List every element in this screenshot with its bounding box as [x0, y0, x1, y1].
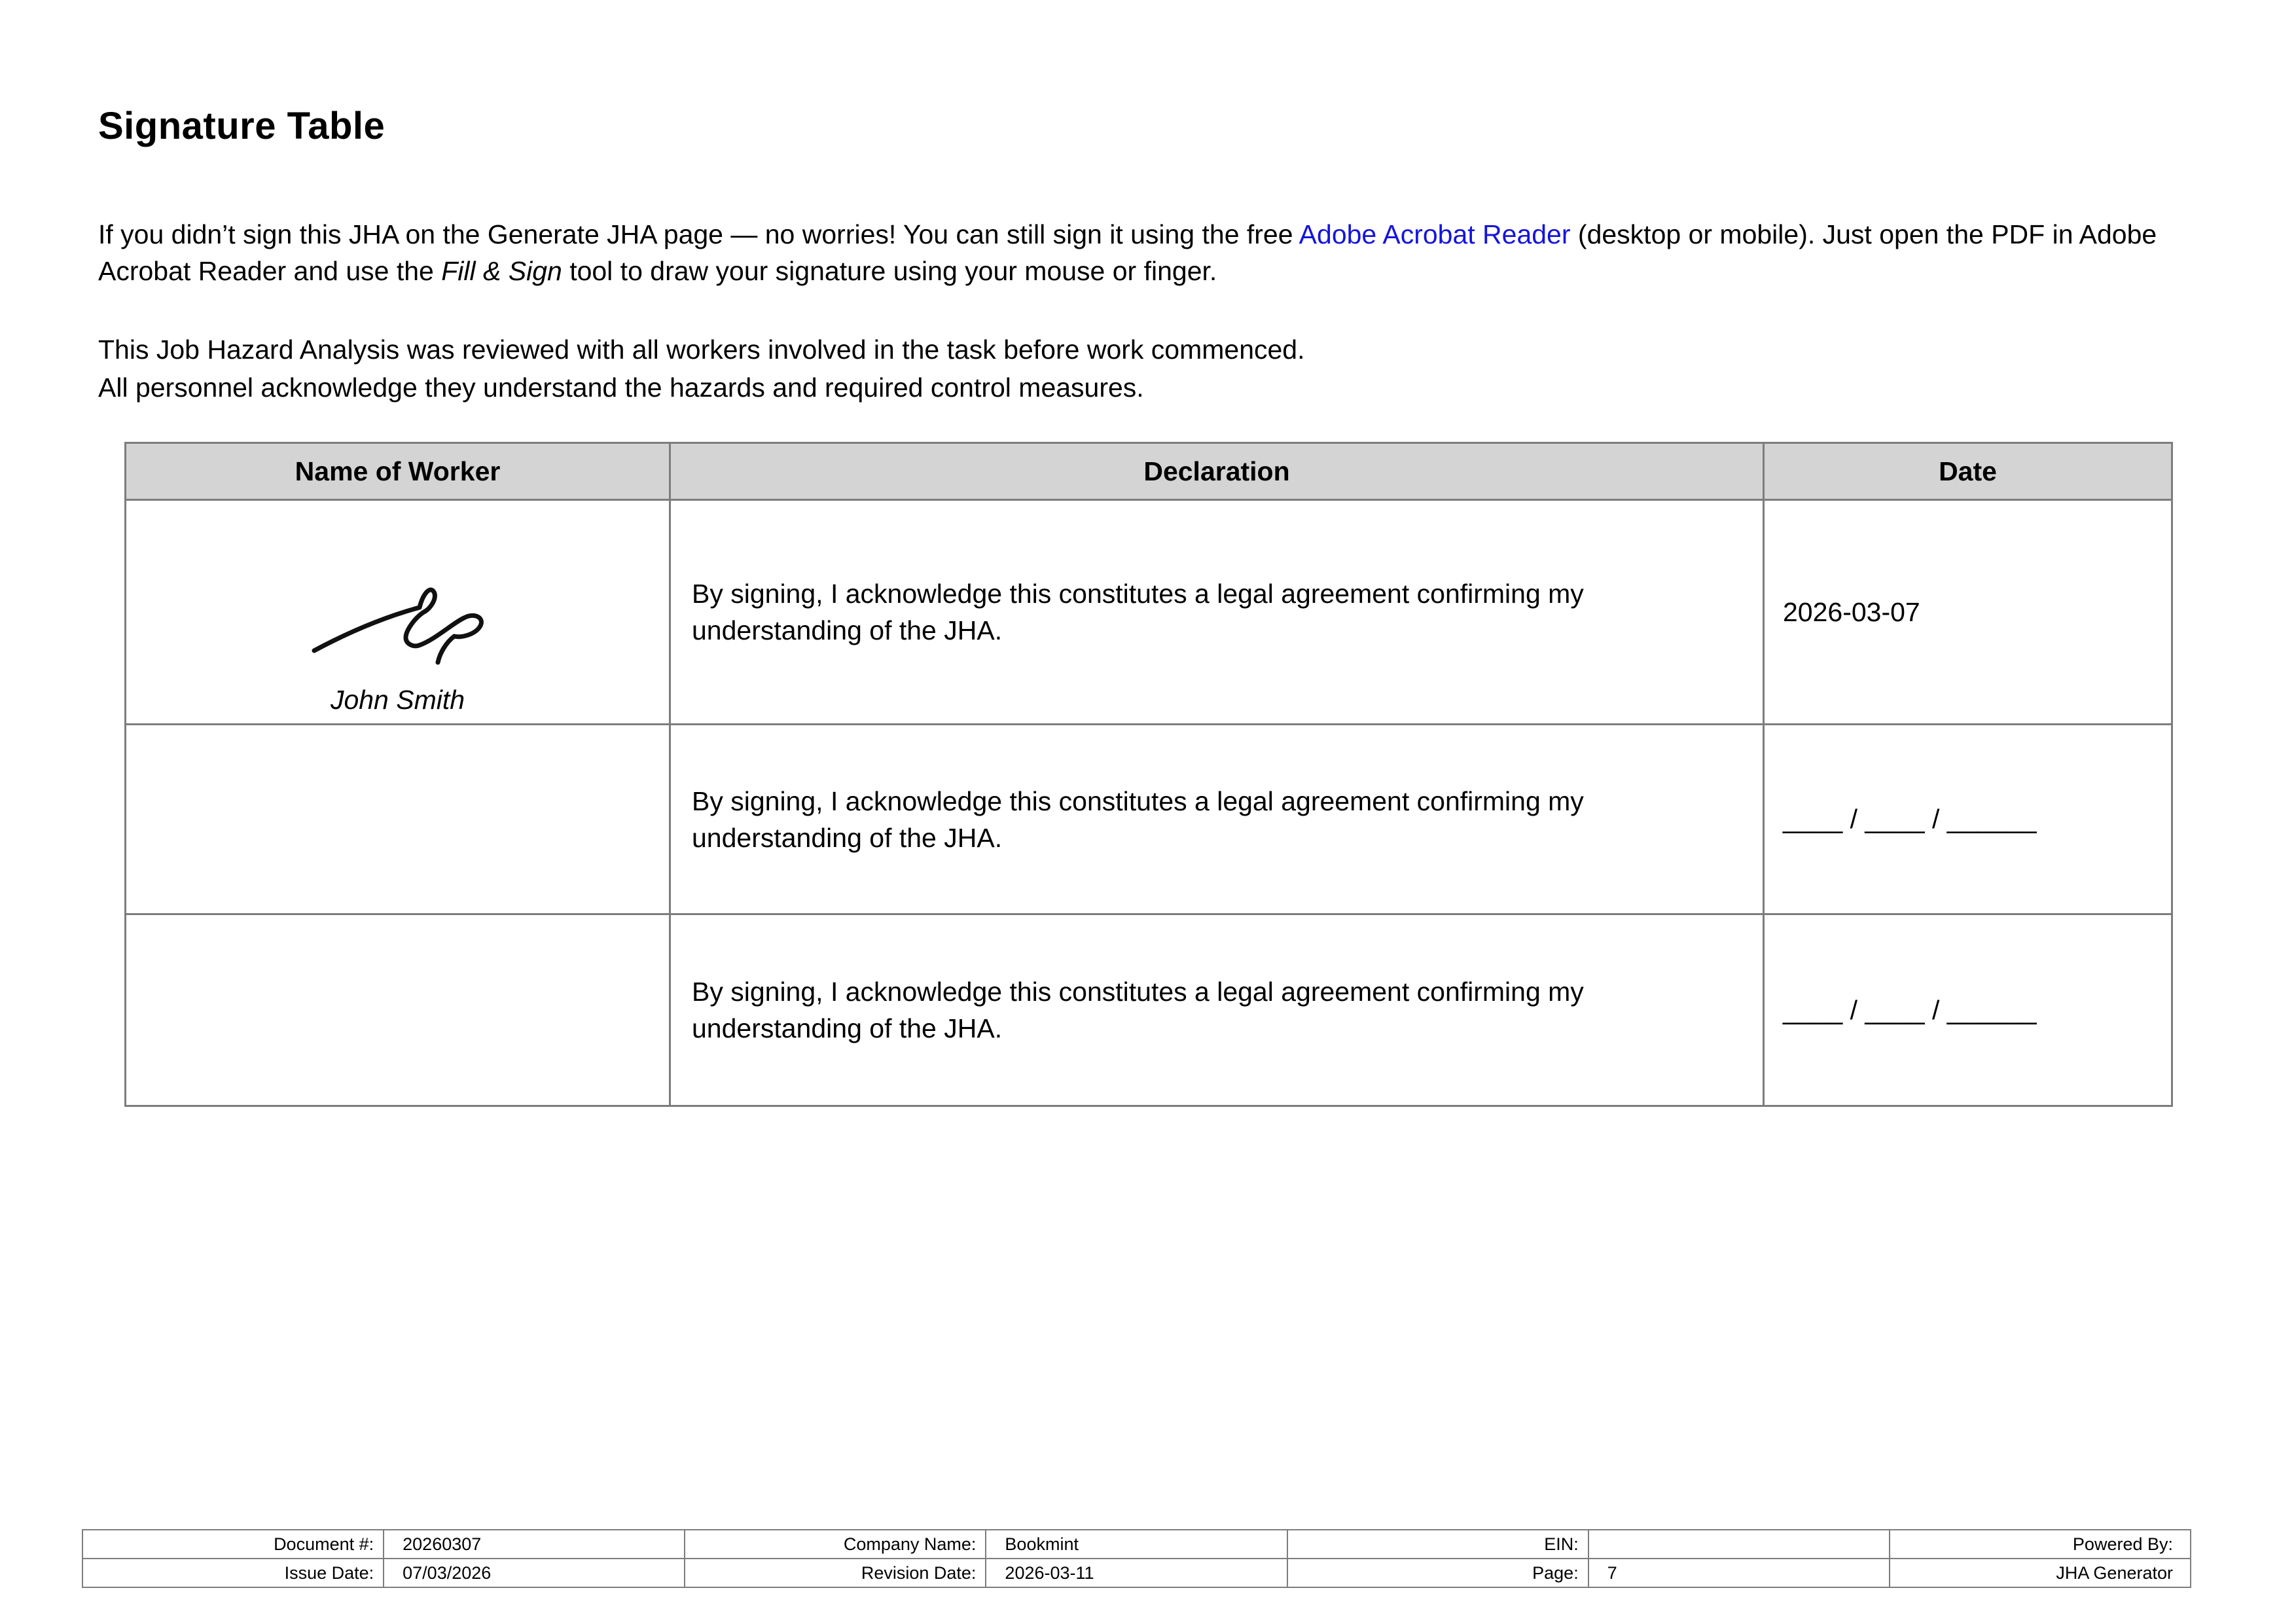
signature-row-1	[126, 500, 2172, 725]
worker-signature-cell-blank[interactable]	[126, 914, 670, 1106]
worker-name: John Smith	[330, 685, 465, 715]
footer-powered-by-label: Powered By:	[1890, 1530, 2191, 1559]
declaration-text: By signing, I acknowledge this constitutes a legal agreement confirming my understanding of the JHA.	[670, 914, 1764, 1106]
date-blank[interactable]: ____ / ____ / ______	[1764, 725, 2172, 914]
footer-issue-date-value: 07/03/2026	[384, 1559, 685, 1587]
fill-and-sign-tool-name: Fill & Sign	[441, 256, 562, 286]
signature-row-2	[126, 725, 2172, 914]
signature-row-3	[126, 914, 2172, 1106]
footer-revision-date-value: 2026-03-11	[986, 1559, 1287, 1587]
column-header-declaration: Declaration	[670, 443, 1764, 500]
date-value: 2026-03-07	[1764, 500, 2172, 725]
footer-revision-date-label: Revision Date:	[685, 1559, 986, 1587]
review-note	[98, 331, 2212, 406]
footer-document-number-label: Document #:	[82, 1530, 384, 1559]
footer-powered-by-value: JHA Generator	[1890, 1559, 2191, 1587]
footer-ein-value	[1588, 1530, 1890, 1559]
intro-text-after-link: (desktop or mobile). Just open the PDF in Adobe Acrobat Reader and use the	[98, 219, 2157, 286]
footer-row-1	[82, 1530, 2191, 1559]
footer-document-number-value: 20260307	[384, 1530, 685, 1559]
adobe-acrobat-reader-link[interactable]: Adobe Acrobat Reader	[1299, 219, 1571, 249]
review-note-line1: This Job Hazard Analysis was reviewed with all workers involved in the task before work commenced.	[98, 334, 1305, 365]
column-header-date: Date	[1764, 443, 2172, 500]
footer-table	[82, 1529, 2191, 1588]
signature-table-header-row	[126, 443, 2172, 500]
signature-table	[124, 442, 2173, 1107]
declaration-text: By signing, I acknowledge this constitutes a legal agreement confirming my understanding of the JHA.	[670, 725, 1764, 914]
review-note-line2: All personnel acknowledge they understand the hazards and required control measures.	[98, 372, 1144, 403]
date-blank[interactable]: ____ / ____ / ______	[1764, 914, 2172, 1106]
intro-text-after-tool: tool to draw your signature using your mouse or finger.	[562, 256, 1217, 286]
footer-row-2	[82, 1559, 2191, 1587]
footer-company-name-value: Bookmint	[986, 1530, 1287, 1559]
footer-ein-label: EIN:	[1287, 1530, 1588, 1559]
footer-page-label: Page:	[1287, 1559, 1588, 1587]
worker-signature-cell-signed	[126, 500, 670, 725]
footer-issue-date-label: Issue Date:	[82, 1559, 384, 1587]
intro-paragraph	[98, 216, 2212, 289]
declaration-text: By signing, I acknowledge this constitutes a legal agreement confirming my understanding of the JHA.	[670, 500, 1764, 725]
page-title: Signature Table	[98, 105, 386, 147]
intro-text-before-link: If you didn’t sign this JHA on the Generate JHA page — no worries! You can still sign it using the free	[98, 219, 1299, 249]
worker-signature-cell-blank[interactable]	[126, 725, 670, 914]
footer-company-name-label: Company Name:	[685, 1530, 986, 1559]
footer-page-value: 7	[1588, 1559, 1890, 1587]
column-header-name-of-worker: Name of Worker	[126, 443, 670, 500]
john-smith-signature-drawing	[306, 573, 490, 672]
